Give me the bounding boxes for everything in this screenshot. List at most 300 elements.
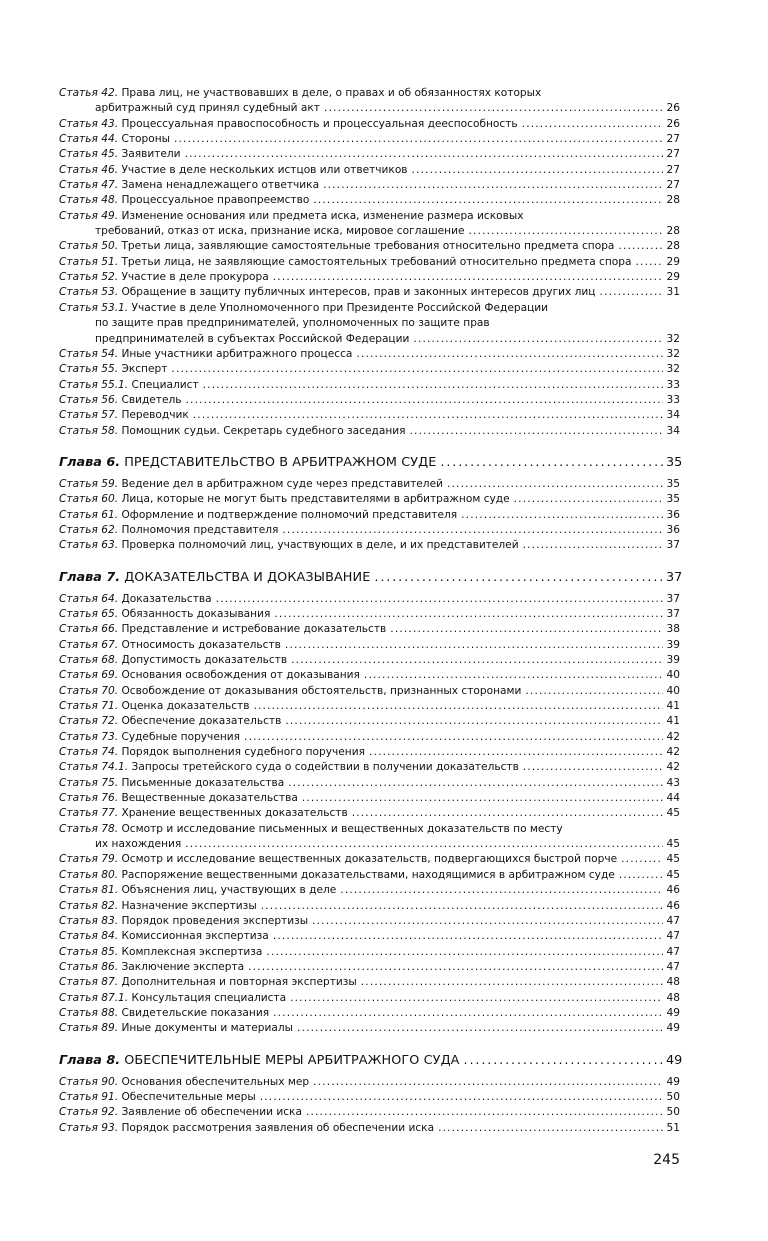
article-number: Статья 85. — [59, 945, 119, 958]
toc-article-entry — [59, 178, 680, 193]
article-title: Осмотр и исследование письменных и вещественных доказательств по месту — [121, 822, 563, 835]
dot-leader — [297, 1021, 663, 1036]
dot-leader — [313, 1075, 663, 1090]
toc-article-entry — [59, 668, 680, 683]
article-title: Письменные доказательства — [121, 776, 285, 789]
dot-leader — [514, 492, 663, 507]
article-number: Статья 55.1. — [59, 378, 129, 391]
dot-leader — [636, 255, 664, 270]
toc-page-number: 50 — [666, 1090, 680, 1103]
article-title: Осмотр и исследование вещественных доказательств, подвергающихся быстрой порче — [121, 853, 618, 866]
toc-page-number: 34 — [666, 409, 680, 422]
toc-page-number: 35 — [666, 493, 680, 506]
toc-line — [59, 592, 680, 607]
toc-article-entry — [59, 852, 680, 867]
article-title: требований, отказ от иска, признание иска, мировое соглашение — [95, 225, 465, 238]
article-number: Статья 80. — [59, 868, 119, 881]
article-title: Участие в деле прокурора — [121, 271, 269, 284]
article-title: Относимость доказательств — [121, 638, 281, 651]
toc-line — [59, 347, 680, 362]
article-number: Статья 72. — [59, 715, 119, 728]
toc-article-entry — [59, 1090, 680, 1105]
article-title: Участие в деле нескольких истцов или ответчиков — [121, 163, 408, 176]
article-title: Объяснения лиц, участвующих в деле — [121, 884, 337, 897]
toc-page-number: 29 — [666, 255, 680, 268]
toc-page-number: 34 — [666, 424, 680, 437]
article-title: Оценка доказательств — [121, 700, 250, 713]
article-number: Статья 88. — [59, 1006, 119, 1019]
dot-leader — [619, 868, 663, 883]
article-number: Статья 74. — [59, 746, 119, 759]
article-number: Статья 53.1. — [59, 301, 129, 314]
toc-page-number: 27 — [666, 179, 680, 192]
article-number: Статья 83. — [59, 914, 119, 927]
article-number: Статья 50. — [59, 240, 119, 253]
toc-article-entry — [59, 86, 680, 117]
dot-leader — [352, 806, 663, 821]
article-number: Статья 46. — [59, 163, 119, 176]
article-number: Статья 62. — [59, 523, 119, 536]
toc-page-number: 49 — [666, 1075, 680, 1088]
dot-leader — [302, 791, 663, 806]
dot-leader — [618, 239, 663, 254]
toc-page-number: 45 — [666, 853, 680, 866]
toc-line — [59, 569, 683, 587]
toc-line — [59, 239, 680, 254]
toc-article-entry — [59, 929, 680, 944]
dot-leader — [523, 538, 663, 553]
toc-page-number: 48 — [666, 991, 680, 1004]
article-title: Специалист — [131, 378, 199, 391]
toc-line — [59, 523, 680, 538]
toc-article-entry — [59, 806, 680, 821]
article-title: Консультация специалиста — [131, 991, 287, 1004]
article-title: Замена ненадлежащего ответчика — [121, 179, 320, 192]
article-number: Статья 49. — [59, 209, 119, 222]
toc-line — [59, 1105, 680, 1120]
dot-leader — [461, 508, 663, 523]
article-number: Статья 61. — [59, 508, 119, 521]
toc-article-entry — [59, 362, 680, 377]
toc-line — [59, 622, 680, 637]
toc-article-entry — [59, 239, 680, 254]
toc-page-number: 40 — [666, 669, 680, 682]
dot-leader — [364, 668, 663, 683]
toc-article-entry — [59, 730, 680, 745]
toc-article-entry — [59, 163, 680, 178]
toc-line — [59, 117, 680, 132]
toc-page-number: 45 — [666, 868, 680, 881]
chapter-title: ДОКАЗАТЕЛЬСТВА И ДОКАЗЫВАНИЕ — [124, 569, 371, 585]
toc-page-number: 46 — [666, 884, 680, 897]
toc-article-entry — [59, 776, 680, 791]
toc-page-number: 41 — [666, 700, 680, 713]
article-number: Статья 84. — [59, 930, 119, 943]
article-number: Статья 89. — [59, 1022, 119, 1035]
toc-line — [59, 408, 680, 423]
article-title: Иные участники арбитражного процесса — [121, 347, 353, 360]
toc-article-entry — [59, 714, 680, 729]
toc-page-number: 37 — [666, 539, 680, 552]
article-title: Заключение эксперта — [121, 960, 245, 973]
toc-page-number: 47 — [666, 960, 680, 973]
toc-line — [59, 852, 680, 867]
toc-article-entry — [59, 1021, 680, 1036]
article-number: Статья 43. — [59, 117, 119, 130]
toc-page-number: 35 — [666, 454, 683, 470]
toc-article-entry — [59, 991, 680, 1006]
chapter-number: Глава 7. — [59, 569, 121, 585]
article-title: Иные документы и материалы — [121, 1022, 294, 1035]
chapter-title: ОБЕСПЕЧИТЕЛЬНЫЕ МЕРЫ АРБИТРАЖНОГО СУДА — [124, 1052, 460, 1068]
toc-page-number: 36 — [666, 523, 680, 536]
dot-leader — [447, 477, 663, 492]
toc-page-number: 26 — [666, 102, 680, 115]
article-number: Статья 92. — [59, 1106, 119, 1119]
dot-leader — [464, 1052, 663, 1070]
toc-line — [59, 668, 680, 683]
toc-article-entry — [59, 132, 680, 147]
toc-line — [59, 132, 680, 147]
article-number: Статья 78. — [59, 822, 119, 835]
toc-article-entry — [59, 607, 680, 622]
article-title: Права лиц, не участвовавших в деле, о правах и об обязанностях которых — [121, 87, 542, 99]
toc-article-entry — [59, 745, 680, 760]
article-title: предпринимателей в субъектах Российской Федерации — [95, 332, 410, 345]
article-number: Статья 56. — [59, 393, 119, 406]
article-title: Порядок проведения экспертизы — [121, 914, 309, 927]
toc-article-entry — [59, 378, 680, 393]
toc-line — [59, 883, 680, 898]
toc-article-entry — [59, 699, 680, 714]
toc-page-number: 49 — [666, 1052, 683, 1068]
toc-line — [59, 776, 680, 791]
dot-leader — [412, 163, 663, 178]
chapter-title: ПРЕДСТАВИТЕЛЬСТВО В АРБИТРАЖНОМ СУДЕ — [124, 454, 437, 470]
toc-article-entry — [59, 822, 680, 853]
article-number: Статья 47. — [59, 179, 119, 192]
dot-leader — [185, 147, 663, 162]
dot-leader — [390, 622, 663, 637]
article-title: Заявление об обеспечении иска — [121, 1106, 302, 1119]
toc-article-entry — [59, 684, 680, 699]
toc-line — [59, 822, 680, 837]
article-title: Процессуальное правопреемство — [121, 194, 310, 207]
dot-leader — [413, 332, 663, 347]
toc-line — [59, 378, 680, 393]
toc-line — [59, 163, 680, 178]
article-title: Хранение вещественных доказательств — [121, 807, 348, 820]
toc-page-number: 28 — [666, 194, 680, 207]
dot-leader — [291, 653, 663, 668]
toc-article-entry — [59, 209, 680, 240]
toc-line — [59, 1090, 680, 1105]
dot-leader — [523, 760, 663, 775]
article-title: Основания обеспечительных мер — [121, 1075, 310, 1088]
article-title: Участие в деле Уполномоченного при Президенте Российской Федерации — [131, 301, 549, 314]
article-number: Статья 63. — [59, 539, 119, 552]
toc-line — [59, 791, 680, 806]
toc-line — [59, 1006, 680, 1021]
toc-article-entry — [59, 914, 680, 929]
article-title: Стороны — [121, 133, 170, 146]
toc-chapter-entry — [59, 569, 683, 587]
article-title: Эксперт — [121, 363, 168, 376]
toc-line — [59, 868, 680, 883]
article-title: Комплексная экспертиза — [121, 945, 263, 958]
article-number: Статья 77. — [59, 807, 119, 820]
article-number: Статья 71. — [59, 700, 119, 713]
toc-article-entry — [59, 393, 680, 408]
toc-page-number: 39 — [666, 638, 680, 651]
toc-article-entry — [59, 301, 680, 347]
dot-leader — [356, 347, 663, 362]
toc-page-number: 29 — [666, 271, 680, 284]
chapter-number: Глава 8. — [59, 1052, 121, 1068]
toc-page-number: 36 — [666, 508, 680, 521]
dot-leader — [266, 945, 663, 960]
article-title: Переводчик — [121, 409, 189, 422]
toc-page-number: 27 — [666, 148, 680, 161]
toc-line — [59, 945, 680, 960]
toc-line — [59, 316, 680, 331]
toc-page-number: 49 — [666, 1006, 680, 1019]
dot-leader — [600, 285, 663, 300]
article-number: Статья 74.1. — [59, 761, 129, 774]
article-title: Лица, которые не могут быть представителями в арбитражном суде — [121, 493, 510, 506]
toc-article-entry — [59, 1006, 680, 1021]
article-title: Свидетель — [121, 393, 182, 406]
toc-page-number: 44 — [666, 792, 680, 805]
toc-line — [59, 454, 683, 472]
dot-leader — [410, 424, 663, 439]
article-title: по защите прав предпринимателей, уполномоченных по защите прав — [95, 317, 490, 330]
toc-line — [59, 684, 680, 699]
toc-line — [59, 714, 680, 729]
dot-leader — [290, 991, 663, 1006]
toc-article-entry — [59, 255, 680, 270]
toc-page-number: 43 — [666, 776, 680, 789]
toc-page-number: 51 — [666, 1121, 680, 1134]
table-of-contents — [59, 86, 683, 1136]
dot-leader — [313, 193, 663, 208]
article-title: Основания освобождения от доказывания — [121, 669, 360, 682]
article-title: Доказательства — [121, 592, 212, 605]
toc-article-entry — [59, 638, 680, 653]
toc-line — [59, 538, 680, 553]
toc-page-number: 27 — [666, 163, 680, 176]
toc-article-entry — [59, 117, 680, 132]
toc-page-number: 46 — [666, 899, 680, 912]
toc-article-entry — [59, 899, 680, 914]
toc-line — [59, 899, 680, 914]
article-title: Вещественные доказательства — [121, 792, 298, 805]
toc-article-entry — [59, 347, 680, 362]
toc-article-entry — [59, 477, 680, 492]
article-number: Статья 48. — [59, 194, 119, 207]
toc-line — [59, 255, 680, 270]
toc-page-number: 40 — [666, 684, 680, 697]
toc-page-number: 41 — [666, 715, 680, 728]
dot-leader — [440, 454, 663, 472]
dot-leader — [522, 117, 663, 132]
article-number: Статья 53. — [59, 286, 119, 299]
article-title: Изменение основания или предмета иска, изменение размера исковых — [121, 209, 524, 222]
toc-line — [59, 914, 680, 929]
toc-line — [59, 424, 680, 439]
dot-leader — [285, 638, 663, 653]
toc-line — [59, 837, 680, 852]
dot-leader — [273, 1006, 663, 1021]
toc-page-number: 35 — [666, 477, 680, 490]
toc-line — [59, 477, 680, 492]
toc-page-number: 49 — [666, 1022, 680, 1035]
toc-article-entry — [59, 945, 680, 960]
toc-page-number: 47 — [666, 914, 680, 927]
toc-page-number: 42 — [666, 761, 680, 774]
article-number: Статья 65. — [59, 607, 119, 620]
toc-line — [59, 285, 680, 300]
toc-line — [59, 508, 680, 523]
toc-article-entry — [59, 523, 680, 538]
toc-page-number: 45 — [666, 838, 680, 851]
toc-page-number: 33 — [666, 378, 680, 391]
article-title: Комиссионная экспертиза — [121, 930, 269, 943]
toc-line — [59, 86, 680, 101]
toc-line — [59, 699, 680, 714]
article-number: Статья 68. — [59, 654, 119, 666]
toc-article-entry — [59, 791, 680, 806]
article-number: Статья 66. — [59, 623, 119, 636]
dot-leader — [244, 730, 663, 745]
article-title: Помощник судьи. Секретарь судебного заседания — [121, 424, 406, 437]
article-title: Обеспечение доказательств — [121, 715, 282, 728]
dot-leader — [216, 592, 663, 607]
toc-line — [59, 492, 680, 507]
article-title: Представление и истребование доказательств — [121, 623, 387, 636]
article-number: Статья 81. — [59, 884, 119, 897]
article-number: Статья 90. — [59, 1075, 119, 1088]
article-title: Порядок рассмотрения заявления об обеспечении иска — [121, 1121, 435, 1134]
article-number: Статья 87. — [59, 976, 119, 989]
article-number: Статья 59. — [59, 477, 119, 490]
article-number: Статья 86. — [59, 960, 119, 973]
dot-leader — [260, 1090, 663, 1105]
toc-article-entry — [59, 538, 680, 553]
toc-line — [59, 929, 680, 944]
article-number: Статья 70. — [59, 684, 119, 697]
toc-page-number: 32 — [666, 332, 680, 345]
article-title: Назначение экспертизы — [121, 899, 257, 912]
article-title: Третьи лица, заявляющие самостоятельные требования относительно предмета спора — [121, 240, 615, 253]
toc-line — [59, 301, 680, 316]
dot-leader — [369, 745, 663, 760]
article-title: Процессуальная правоспособность и процессуальная дееспособность — [121, 117, 518, 130]
article-number: Статья 42. — [59, 87, 119, 99]
dot-leader — [525, 684, 663, 699]
toc-page-number: 38 — [666, 623, 680, 636]
toc-page-number: 47 — [666, 930, 680, 943]
toc-page-number: 31 — [666, 286, 680, 299]
toc-article-entry — [59, 868, 680, 883]
toc-line — [59, 332, 680, 347]
dot-leader — [323, 178, 663, 193]
toc-article-entry — [59, 508, 680, 523]
toc-page-number: 26 — [666, 117, 680, 130]
article-title: Распоряжение вещественными доказательствами, находящимися в арбитражном суде — [121, 868, 615, 881]
article-number: Статья 45. — [59, 148, 119, 161]
toc-page-number: 39 — [666, 654, 680, 666]
toc-page-number: 33 — [666, 393, 680, 406]
article-title: Допустимость доказательств — [121, 654, 288, 666]
dot-leader — [248, 960, 663, 975]
toc-line — [59, 209, 680, 224]
article-number: Статья 44. — [59, 133, 119, 146]
toc-line — [59, 760, 680, 775]
toc-page-number: 37 — [666, 569, 683, 585]
toc-article-entry — [59, 408, 680, 423]
article-title: Третьи лица, не заявляющие самостоятельных требований относительно предмета спора — [121, 255, 632, 268]
toc-line — [59, 975, 680, 990]
dot-leader — [306, 1105, 663, 1120]
toc-line — [59, 393, 680, 408]
dot-leader — [282, 523, 663, 538]
dot-leader — [340, 883, 663, 898]
toc-line — [59, 1052, 683, 1070]
article-number: Статья 91. — [59, 1090, 119, 1103]
dot-leader — [361, 975, 663, 990]
toc-article-entry — [59, 492, 680, 507]
dot-leader — [193, 408, 663, 423]
article-title: Обращение в защиту публичных интересов, прав и законных интересов других лиц — [121, 286, 596, 299]
dot-leader — [171, 362, 663, 377]
toc-line — [59, 1021, 680, 1036]
toc-page-number: 48 — [666, 976, 680, 989]
toc-line — [59, 730, 680, 745]
article-number: Статья 55. — [59, 363, 119, 376]
toc-line — [59, 270, 680, 285]
toc-line — [59, 178, 680, 193]
article-number: Статья 93. — [59, 1121, 119, 1134]
toc-article-entry — [59, 147, 680, 162]
dot-leader — [468, 224, 663, 239]
toc-article-entry — [59, 760, 680, 775]
toc-page-number: 32 — [666, 363, 680, 376]
toc-page-number: 27 — [666, 133, 680, 146]
article-number: Статья 87.1. — [59, 991, 129, 1004]
toc-article-entry — [59, 1121, 680, 1136]
toc-article-entry — [59, 975, 680, 990]
toc-line — [59, 991, 680, 1006]
article-title: Запросы третейского суда о содействии в получении доказательств — [131, 761, 519, 774]
article-number: Статья 58. — [59, 424, 119, 437]
dot-leader — [285, 714, 663, 729]
dot-leader — [261, 899, 663, 914]
toc-line — [59, 745, 680, 760]
dot-leader — [312, 914, 663, 929]
dot-leader — [288, 776, 663, 791]
page-number: 245 — [653, 1152, 680, 1168]
toc-page-number: 42 — [666, 746, 680, 759]
toc-article-entry — [59, 1075, 680, 1090]
toc-line — [59, 607, 680, 622]
article-number: Статья 52. — [59, 271, 119, 284]
toc-article-entry — [59, 285, 680, 300]
toc-page-number: 28 — [666, 225, 680, 238]
article-number: Статья 67. — [59, 638, 119, 651]
article-title: Обеспечительные меры — [121, 1090, 256, 1103]
toc-article-entry — [59, 960, 680, 975]
